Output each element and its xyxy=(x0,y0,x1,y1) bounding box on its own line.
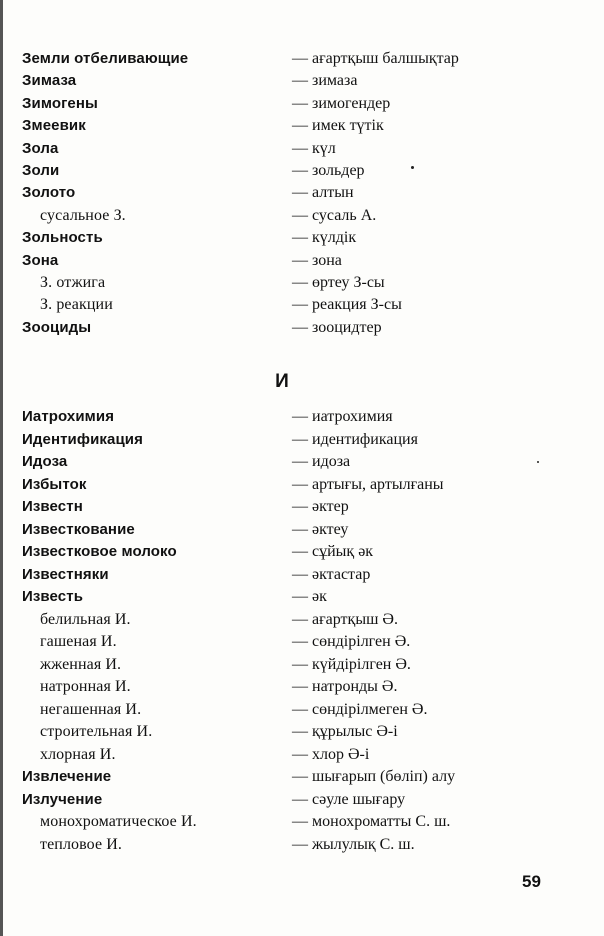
dictionary-entry xyxy=(0,205,604,227)
dictionary-entry xyxy=(0,834,604,856)
translation: — күл xyxy=(292,139,336,157)
subentry: З. отжига xyxy=(40,274,106,291)
translation: — имек түтік xyxy=(292,117,384,135)
dictionary-entry xyxy=(0,519,604,541)
translation: — монохроматты С. ш. xyxy=(292,813,451,830)
dictionary-entry xyxy=(0,182,604,204)
subentry: белильная И. xyxy=(40,610,131,628)
dictionary-entry xyxy=(0,474,604,496)
subentry: монохроматическое И. xyxy=(40,813,197,830)
headword: Зола xyxy=(22,139,59,157)
headword: Известковое молоко xyxy=(22,543,177,560)
translation: — сұйық әк xyxy=(292,543,374,560)
dictionary-entry xyxy=(0,406,604,428)
translation: — сусаль А. xyxy=(292,206,377,224)
letter-heading: И xyxy=(275,371,289,392)
translation: — зимаза xyxy=(292,72,358,90)
dictionary-entry xyxy=(0,811,604,833)
page-number: 59 xyxy=(522,872,541,891)
dictionary-entry xyxy=(0,227,604,249)
translation: — өртеу З-сы xyxy=(292,274,385,291)
dictionary-entry xyxy=(0,294,604,316)
headword: Известкование xyxy=(22,520,135,538)
translation: — әктер xyxy=(292,498,349,515)
headword: Идентификация xyxy=(22,430,143,448)
dictionary-entry xyxy=(0,138,604,160)
dictionary-entry xyxy=(0,789,604,811)
print-speck xyxy=(537,461,539,463)
headword: Иатрохимия xyxy=(22,408,115,425)
dictionary-entry xyxy=(0,93,604,115)
dictionary-entry xyxy=(0,744,604,766)
translation: — күлдік xyxy=(292,229,357,247)
dictionary-entry xyxy=(0,48,604,70)
translation: — жылулық С. ш. xyxy=(292,835,415,853)
translation: — әктеу xyxy=(292,520,349,538)
translation: — әктастар xyxy=(292,565,371,583)
dictionary-entry xyxy=(0,250,604,272)
translation: — сөндірілген Ә. xyxy=(292,633,411,650)
headword: Известняки xyxy=(22,565,109,583)
translation: — идоза xyxy=(292,453,351,470)
subentry: З. реакции xyxy=(40,296,113,314)
dictionary-entry xyxy=(0,766,604,788)
dictionary-entry xyxy=(0,631,604,653)
headword: Зимогены xyxy=(22,94,98,112)
headword: Зона xyxy=(22,251,59,269)
translation: — сәуле шығару xyxy=(292,790,406,808)
headword: Зимаза xyxy=(22,72,77,90)
dictionary-entry xyxy=(0,70,604,92)
subentry: жженная И. xyxy=(40,655,122,673)
subentry: тепловое И. xyxy=(40,835,123,853)
translation: — сөндірілмеген Ә. xyxy=(292,700,428,718)
headword: Зольность xyxy=(22,229,103,247)
subentry: строительная И. xyxy=(40,723,153,740)
dictionary-entry xyxy=(0,564,604,586)
headword: Извлечение xyxy=(22,768,112,785)
dictionary-entry xyxy=(0,699,604,721)
dictionary-entry xyxy=(0,586,604,608)
subentry: негашенная И. xyxy=(40,700,142,718)
headword: Золото xyxy=(22,184,76,202)
headword: Змеевик xyxy=(22,117,86,135)
translation: — ағартқыш балшықтар xyxy=(292,50,459,67)
dictionary-entry xyxy=(0,317,604,339)
translation: — реакция З-сы xyxy=(292,296,402,314)
translation: — натронды Ә. xyxy=(292,678,398,695)
dictionary-entry xyxy=(0,160,604,182)
translation: — идентификация xyxy=(292,430,418,448)
headword: Земли отбеливающие xyxy=(22,50,189,67)
subentry: натронная И. xyxy=(40,678,131,695)
dictionary-entry xyxy=(0,721,604,743)
dictionary-entry xyxy=(0,272,604,294)
dictionary-entry xyxy=(0,451,604,473)
translation: — әк xyxy=(292,588,327,605)
headword: Идоза xyxy=(22,453,68,470)
translation: — шығарып (бөліп) алу xyxy=(292,768,456,785)
translation: — зона xyxy=(292,251,342,269)
subentry: хлорная И. xyxy=(40,745,116,763)
translation: — күйдірілген Ә. xyxy=(292,655,411,673)
dictionary-entry xyxy=(0,676,604,698)
dictionary-entry xyxy=(0,541,604,563)
translation: — хлор Ә-і xyxy=(292,745,370,763)
print-speck xyxy=(411,166,414,169)
subentry: сусальное З. xyxy=(40,206,126,224)
translation: — артығы, артылғаны xyxy=(292,475,444,493)
dictionary-entry xyxy=(0,115,604,137)
headword: Известн xyxy=(22,498,83,515)
headword: Зооциды xyxy=(22,318,92,336)
translation: — иатрохимия xyxy=(292,408,393,425)
translation: — зольдер xyxy=(292,162,365,179)
translation: — ағартқыш Ә. xyxy=(292,610,398,628)
dictionary-entry xyxy=(0,609,604,631)
dictionary-entry xyxy=(0,654,604,676)
headword: Избыток xyxy=(22,475,87,493)
translation: — зимогендер xyxy=(292,94,391,112)
headword: Золи xyxy=(22,162,60,179)
subentry: гашеная И. xyxy=(40,633,117,650)
dictionary-entry xyxy=(0,496,604,518)
headword: Излучение xyxy=(22,790,103,808)
translation: — зооцидтер xyxy=(292,318,382,336)
headword: Известь xyxy=(22,588,84,605)
dictionary-entry xyxy=(0,429,604,451)
translation: — алтын xyxy=(292,184,354,202)
translation: — құрылыс Ә-і xyxy=(292,723,398,740)
